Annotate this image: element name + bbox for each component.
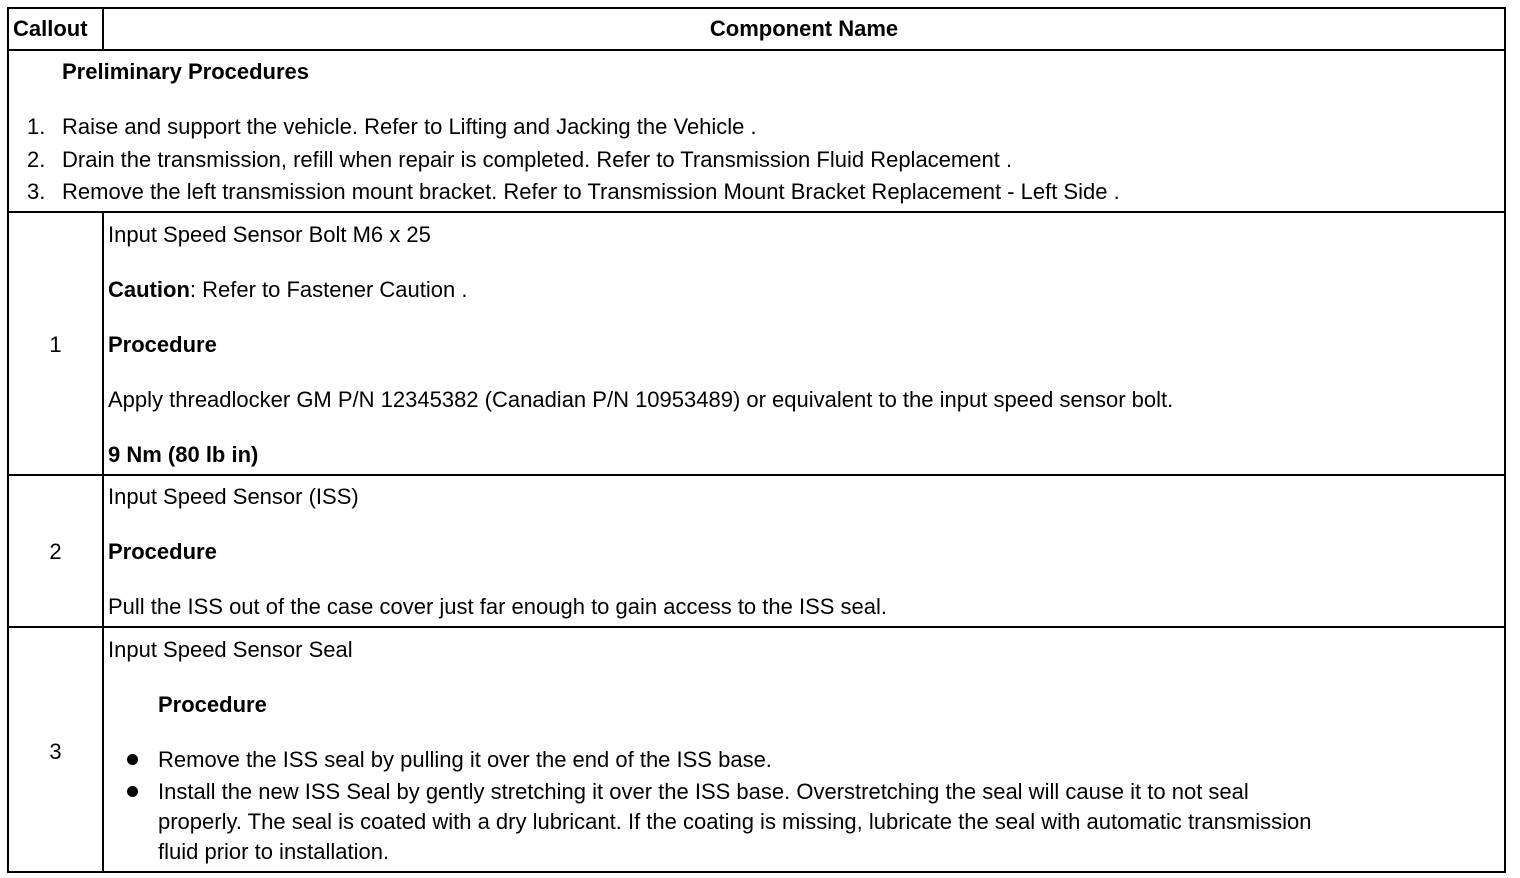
- step-text: Drain the transmission, refill when repair is completed. Refer to Transmission Fluid Replacement .: [62, 147, 1013, 172]
- row-1-component-name: Input Speed Sensor Bolt M6 x 25: [108, 222, 431, 247]
- bullet-icon: [127, 754, 138, 765]
- row-3-bullet-text: Install the new ISS Seal by gently stretching it over the ISS base. Overstretching the seal will cause it to not seal: [158, 779, 1249, 804]
- row-2-component-name: Input Speed Sensor (ISS): [108, 484, 359, 509]
- row-2-divider: [9, 626, 1504, 628]
- row-2-procedure-label: Procedure: [108, 539, 217, 564]
- preliminary-title: Preliminary Procedures: [62, 59, 310, 84]
- step-text: Raise and support the vehicle. Refer to Lifting and Jacking the Vehicle .: [62, 114, 757, 139]
- preliminary-divider: [9, 211, 1504, 213]
- step-number: 1.: [27, 114, 46, 139]
- caution-text: : Refer to Fastener Caution .: [189, 277, 468, 302]
- row-3-callout: 3: [49, 739, 62, 764]
- procedure-table: [7, 7, 1506, 873]
- step-number: 3.: [27, 179, 46, 204]
- body-column-divider: [102, 211, 104, 871]
- row-3-bullet-text: fluid prior to installation.: [158, 839, 390, 864]
- callout-header: Callout: [13, 16, 88, 41]
- row-3-procedure-label: Procedure: [158, 692, 267, 717]
- row-2-procedure-text: Pull the ISS out of the case cover just far enough to gain access to the ISS seal.: [108, 594, 888, 619]
- step-text: Remove the left transmission mount bracket. Refer to Transmission Mount Bracket Replacement - Left Side .: [62, 179, 1120, 204]
- row-1-callout: 1: [49, 332, 62, 357]
- row-2-callout: 2: [49, 539, 62, 564]
- step-number: 2.: [27, 147, 46, 172]
- component-name-header: Component Name: [709, 16, 899, 41]
- row-1-torque: 9 Nm (80 lb in): [108, 442, 259, 467]
- row-3-bullet-text: Remove the ISS seal by pulling it over the end of the ISS base.: [158, 747, 772, 772]
- row-1-divider: [9, 474, 1504, 476]
- caution-label: Caution: [108, 277, 190, 302]
- row-3-component-name: Input Speed Sensor Seal: [108, 637, 353, 662]
- row-3-bullet-text: properly. The seal is coated with a dry lubricant. If the coating is missing, lubricate the seal with automatic transmission: [158, 809, 1312, 834]
- row-1-procedure-text: Apply threadlocker GM P/N 12345382 (Canadian P/N 10953489) or equivalent to the input speed sensor bolt.: [108, 387, 1174, 412]
- bullet-icon: [127, 786, 138, 797]
- row-1-procedure-label: Procedure: [108, 332, 217, 357]
- header-divider: [9, 49, 1504, 51]
- row-1-caution: [108, 277, 467, 303]
